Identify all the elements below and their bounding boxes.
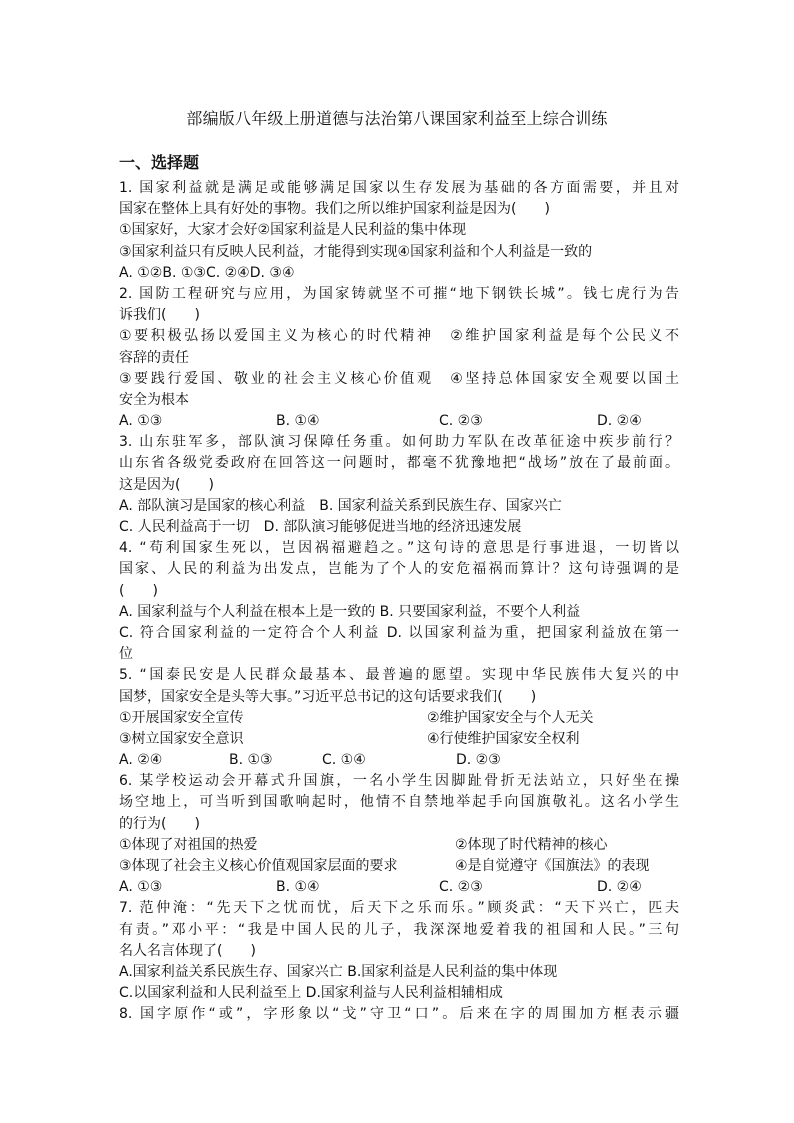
statement-line: ①国家好，大家才会好②国家利益是人民利益的集中体现 — [119, 222, 467, 239]
option-b: B. ①④ — [276, 879, 320, 896]
option-a: A. ①③ — [119, 879, 163, 896]
statement-1: ①开展国家安全宣传 — [119, 709, 244, 726]
option-d: D. ②④ — [597, 413, 642, 430]
answer-options — [119, 877, 679, 898]
option-d: D. ②③ — [456, 752, 501, 769]
question-text-line: 的行为( ) — [119, 815, 200, 832]
option-c: C. ②③ — [439, 879, 483, 896]
question-text-line: 8. 国字原作“或”，字形象以“戈”守卫“口”。后来在字的周围加方框表示疆 — [119, 1006, 679, 1023]
answer-option-line: A. 部队演习是国家的核心利益 B. 国家利益关系到民族生存、国家兴亡 — [119, 497, 562, 514]
question-text-line: 名人名言体现了( ) — [119, 942, 256, 959]
question-text-line: 6. 某学校运动会开幕式升国旗，一名小学生因脚趾骨折无法站立，只好坐在操 — [119, 773, 679, 790]
question-4 — [119, 538, 679, 665]
question-6 — [119, 771, 679, 898]
option-b: B. ①④ — [276, 413, 320, 430]
option-c: C. ②③ — [439, 413, 483, 430]
statement-line: 容辞的责任 — [119, 349, 189, 366]
question-5 — [119, 665, 679, 771]
statement-4: ④是自觉遵守《国旗法》的表现 — [455, 858, 650, 874]
answer-option-line: 位 — [119, 646, 133, 663]
question-text-line: 7. 范仲淹：“先天下之忧而忧，后天下之乐而乐。”顾炎武：“天下兴亡，匹夫 — [119, 900, 679, 917]
question-text-line: 国梦，国家安全是头等大事。”习近平总书记的这句话要求我们( ) — [119, 688, 537, 705]
question-text-line: 山东省各级党委政府在回答这一问题时，都毫不犹豫地把“战场”放在了最前面。 — [119, 455, 679, 472]
question-text-line: 4. “苟利国家生死以，岂因祸福避趋之。”这句诗的意思是行事进退，一切皆以 — [119, 540, 679, 557]
answer-option-line: C. 人民利益高于一切 D. 部队演习能够促进当地的经济迅速发展 — [119, 519, 522, 535]
question-text-line: 诉我们( ) — [119, 307, 200, 324]
section-heading: 一、选择题 — [119, 153, 200, 172]
question-text-line: 3. 山东驻军多，部队演习保障任务重。如何助力军队在改革征途中疾步前行？ — [119, 434, 679, 451]
statement-4: ④行使维护国家安全权利 — [427, 730, 580, 747]
statement-row — [119, 856, 679, 877]
option-a: A. ②④ — [119, 752, 163, 769]
question-text-line: 场空地上，可当听到国歌响起时，他情不自禁地举起手向国旗敬礼。这名小学生 — [119, 794, 679, 811]
statement-2: ②体现了时代精神的核心 — [455, 836, 608, 853]
option-b: B. ①③ — [229, 752, 273, 769]
question-1 — [119, 178, 679, 284]
answer-options — [119, 750, 679, 771]
statement-1: ①体现了对祖国的热爱 — [119, 836, 258, 853]
answer-options: A. ①②B. ①③C. ②④D. ③④ — [119, 264, 295, 281]
statement-2: ②维护国家安全与个人无关 — [427, 709, 594, 726]
answer-options — [119, 411, 679, 432]
answer-option-line: A.国家利益关系民族生存、国家兴亡 B.国家利益是人民利益的集中体现 — [119, 963, 558, 980]
statement-line: ③国家利益只有反映人民利益，才能得到实现④国家利益和个人利益是一致的 — [119, 243, 593, 260]
statement-row — [119, 835, 679, 856]
question-text-line: 2. 国防工程研究与应用，为国家铸就坚不可摧“地下钢铁长城”。钱七虎行为告 — [119, 285, 679, 302]
option-a: A. ①③ — [119, 413, 163, 430]
statement-3: ③树立国家安全意识 — [119, 730, 244, 747]
statement-line: ①要积极弘扬以爱国主义为核心的时代精神 ②维护国家利益是每个公民义不 — [119, 328, 679, 345]
question-text-line: ( ) — [119, 582, 158, 599]
question-3 — [119, 432, 679, 538]
statement-line: 安全为根本 — [119, 391, 189, 408]
option-c: C. ①④ — [322, 752, 366, 769]
question-text-line: 国家、人民的利益为出发点，岂能为了个人的安危福祸而算计？这句诗强调的是 — [119, 561, 679, 578]
statement-row — [119, 729, 679, 750]
answer-option-line: C. 符合国家利益的一定符合个人利益 D. 以国家利益为重，把国家利益放在第一 — [119, 624, 679, 641]
question-text-line: 国家在整体上具有好处的事物。我们之所以维护国家利益是因为( ) — [119, 201, 550, 218]
statement-3: ③体现了社会主义核心价值观国家层面的要求 — [119, 858, 398, 874]
answer-option-line: A. 国家利益与个人利益在根本上是一致的 B. 只要国家利益，不要个人利益 — [119, 603, 581, 620]
question-text-line: 5. “国泰民安是人民群众最基本、最普遍的愿望。实现中华民族伟大复兴的中 — [119, 667, 679, 684]
question-2 — [119, 284, 679, 432]
document-title: 部编版八年级上册道德与法治第八课国家利益至上综合训练 — [186, 109, 608, 128]
question-text-line: 1. 国家利益就是满足或能够满足国家以生存发展为基础的各方面需要，并且对 — [119, 180, 679, 196]
question-text-line: 这是因为( ) — [119, 476, 214, 493]
question-list — [119, 178, 679, 1026]
question-7 — [119, 898, 679, 1004]
answer-option-line: C.以国家利益和人民利益至上 D.国家利益与人民利益相辅相成 — [119, 985, 503, 1002]
statement-line: ③要践行爱国、敬业的社会主义核心价值观 ④坚持总体国家安全观要以国土 — [119, 370, 679, 387]
statement-row — [119, 708, 679, 729]
option-d: D. ②④ — [597, 879, 642, 896]
question-text-line: 有责。”邓小平：“我是中国人民的儿子，我深深地爱着我的祖国和人民。”三句 — [119, 921, 679, 938]
question-8 — [119, 1004, 679, 1025]
